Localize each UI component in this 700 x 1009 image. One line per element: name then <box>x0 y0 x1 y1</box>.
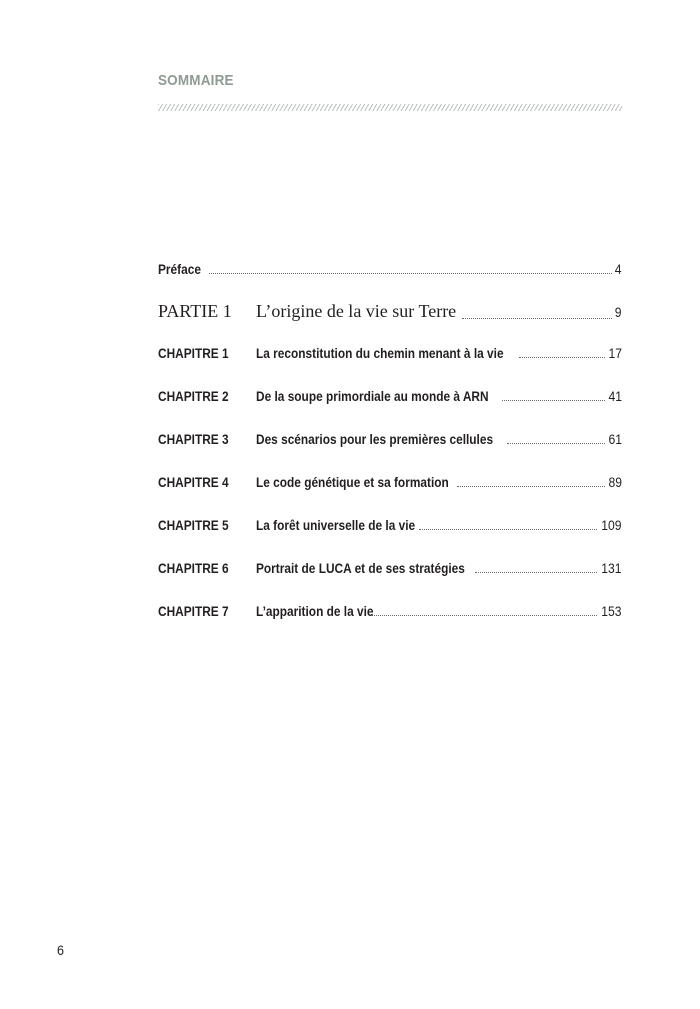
toc-entry-label: CHAPITRE 1 <box>158 346 229 361</box>
toc-entry-label: CHAPITRE 4 <box>158 475 229 490</box>
toc-entry-title: Des scénarios pour les premières cellules <box>256 432 494 447</box>
dot-leader <box>475 571 597 573</box>
toc-entry-label: CHAPITRE 2 <box>158 389 229 404</box>
toc-entry-label: CHAPITRE 7 <box>158 604 229 619</box>
toc-entry-chapter-2[interactable] <box>158 389 622 404</box>
toc-entry-title: Préface <box>158 262 201 277</box>
toc-entry-page: 41 <box>608 389 622 404</box>
dot-leader <box>462 317 612 319</box>
toc-entry-chapter-3[interactable] <box>158 432 622 447</box>
toc-entry-chapter-7[interactable] <box>158 604 622 619</box>
toc-entry-page: 17 <box>608 346 622 361</box>
toc-entry-label: CHAPITRE 6 <box>158 561 229 576</box>
toc-entry-label: PARTIE 1 <box>158 301 232 321</box>
dot-leader <box>502 399 605 401</box>
toc-entry-chapter-5[interactable] <box>158 518 622 533</box>
page-number: 6 <box>57 942 65 958</box>
toc-entry-preface[interactable] <box>158 262 622 277</box>
toc-entry-title: La reconstitution du chemin menant à la vie <box>256 346 504 361</box>
dot-leader <box>209 272 613 274</box>
toc-entry-title: La forêt universelle de la vie <box>256 518 416 533</box>
toc-entry-page: 89 <box>608 475 622 490</box>
toc-entry-title: L’origine de la vie sur Terre <box>256 301 457 321</box>
dot-leader <box>519 356 605 358</box>
toc-entry-label: CHAPITRE 3 <box>158 432 229 447</box>
toc-entry-page: 153 <box>601 604 622 619</box>
toc-entry-title: Le code génétique et sa formation <box>256 475 449 490</box>
hatched-divider <box>158 104 622 111</box>
toc-entry-chapter-6[interactable] <box>158 561 622 576</box>
toc-entry-chapter-1[interactable] <box>158 346 622 361</box>
toc-entry-page: 109 <box>601 518 622 533</box>
toc-entry-title: De la soupe primordiale au monde à ARN <box>256 389 489 404</box>
toc-entry-label: CHAPITRE 5 <box>158 518 229 533</box>
toc-entry-part-1[interactable] <box>158 301 622 322</box>
dot-leader <box>457 485 605 487</box>
toc-entry-chapter-4[interactable] <box>158 475 622 490</box>
toc-entry-page: 4 <box>615 262 622 277</box>
section-heading: SOMMAIRE <box>158 72 234 89</box>
toc-entry-title: Portrait de LUCA et de ses stratégies <box>256 561 465 576</box>
toc-entry-page: 9 <box>615 305 622 320</box>
dot-leader <box>419 528 598 530</box>
toc-entry-page: 131 <box>601 561 622 576</box>
dot-leader <box>507 442 605 444</box>
toc-entry-title: L’apparition de la vie <box>256 604 374 619</box>
toc-entry-page: 61 <box>608 432 622 447</box>
dot-leader <box>372 614 598 616</box>
